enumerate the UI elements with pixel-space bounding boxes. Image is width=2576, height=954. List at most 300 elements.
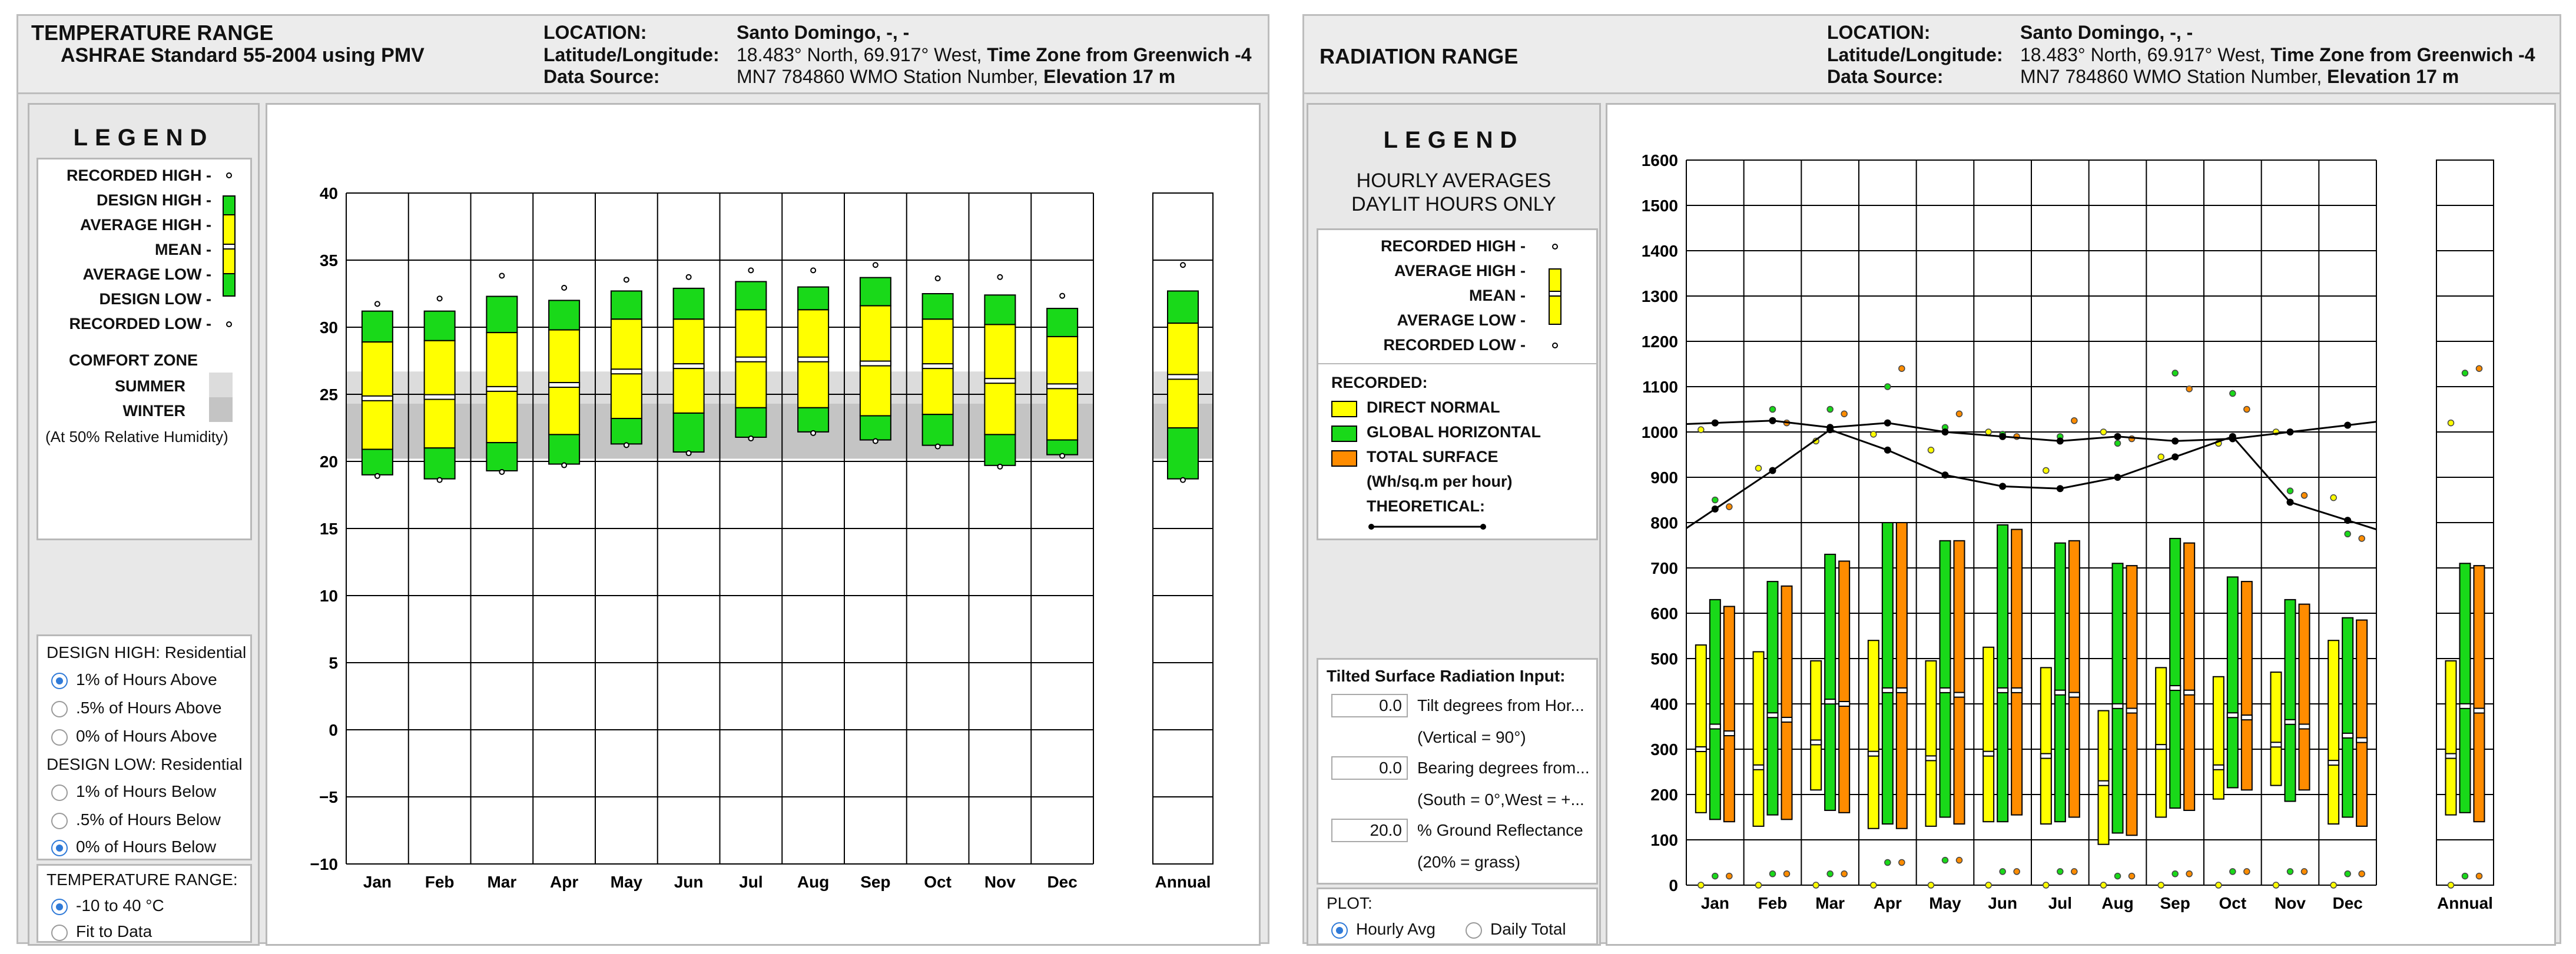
rad-annual-total-surface-recorded-low	[2476, 873, 2482, 879]
theoretical-global-horizontal-point	[1942, 471, 1949, 478]
rad-mar-direct-normal-recorded-low	[1813, 882, 1819, 888]
radio-icon[interactable]	[1331, 922, 1348, 939]
rad-jun-global-horizontal-bar	[1997, 525, 2008, 822]
source-label: Data Source:	[543, 66, 660, 87]
rad-aug-total-surface-bar	[2127, 566, 2137, 835]
x-tick-label: Feb	[1758, 894, 1788, 912]
location-label: LOCATION:	[1827, 22, 1931, 43]
temp-bar-nov-recorded-high	[997, 275, 1002, 280]
rad-nov-direct-normal-bar	[2271, 672, 2282, 786]
rad-dec-global-horizontal-recorded-low	[2345, 871, 2350, 877]
rad-sep-direct-normal-bar	[2156, 667, 2166, 817]
rad-feb-total-surface-mean	[1782, 717, 1792, 722]
legend-comfort-zone: COMFORT ZONE	[69, 351, 198, 369]
rad-apr-direct-normal-mean	[1868, 752, 1879, 756]
rad-may-total-surface-mean	[1954, 693, 1965, 697]
rad-feb-global-horizontal-recorded-low	[1770, 871, 1776, 877]
rad-annual-total-surface-recorded-high	[2476, 365, 2482, 371]
x-tick-label: Feb	[425, 873, 455, 891]
temp-range-title: TEMPERATURE RANGE:	[47, 870, 238, 889]
legend-average-high: AVERAGE HIGH -	[1394, 262, 1526, 280]
legend-average-low: AVERAGE LOW -	[1397, 311, 1526, 329]
temp-bar-apr-recorded-high	[562, 285, 566, 290]
radio-icon[interactable]	[51, 899, 68, 915]
theoretical-global-horizontal-point	[2057, 485, 2064, 492]
temperature-title: TEMPERATURE RANGE	[31, 21, 274, 45]
x-tick-label: Apr	[1873, 894, 1902, 912]
x-tick-label: Sep	[860, 873, 891, 891]
x-tick-label: Jan	[1700, 894, 1729, 912]
y-tick-label: 0	[1669, 876, 1678, 895]
temp-bar-mar-recorded-high	[499, 273, 504, 278]
legend-average-low: AVERAGE LOW -	[82, 265, 211, 283]
theoretical-global-horizontal-point	[1769, 467, 1776, 474]
x-tick-label: Dec	[1047, 873, 1078, 891]
temp-bar-sep-mean-marker	[860, 361, 891, 366]
legend-box	[37, 158, 252, 540]
rad-may-global-horizontal-mean	[1940, 688, 1951, 693]
x-tick-label: Jul	[2048, 894, 2073, 912]
rad-annual-direct-normal-recorded-low	[2448, 882, 2454, 888]
temp-bar-annual-recorded-low	[1181, 478, 1185, 483]
rad-sep-global-horizontal-recorded-low	[2172, 871, 2178, 877]
tilt-note: (Vertical = 90°)	[1417, 728, 1526, 746]
design-low-option-2[interactable]: .5% of Hours Below	[51, 810, 221, 829]
design-options-box	[37, 634, 252, 860]
y-tick-label: 15	[319, 520, 338, 538]
y-tick-label: 10	[319, 587, 338, 605]
rad-nov-total-surface-mean	[2299, 724, 2310, 729]
legend-total-surface: TOTAL SURFACE	[1367, 448, 1498, 466]
legend-units: (Wh/sq.m per hour)	[1367, 473, 1513, 490]
y-tick-label: 30	[319, 318, 338, 337]
theoretical-global-horizontal-point	[1999, 483, 2006, 490]
rad-feb-global-horizontal-recorded-high	[1770, 407, 1776, 413]
radio-icon[interactable]	[1466, 922, 1482, 939]
x-tick-label: Mar	[1815, 894, 1845, 912]
legend-title: LEGEND	[1383, 127, 1524, 153]
y-tick-label: 1500	[1641, 197, 1678, 215]
temp-bar-jun-design-low-segment	[674, 413, 704, 452]
ground-reflectance-input[interactable]: 20.0	[1331, 819, 1408, 842]
rad-jun-direct-normal-bar	[1983, 647, 1994, 822]
global-horizontal-swatch	[1331, 426, 1357, 442]
rad-oct-direct-normal-bar	[2213, 677, 2224, 799]
rad-aug-global-horizontal-bar	[2113, 563, 2123, 833]
rad-oct-total-surface-bar	[2242, 581, 2252, 790]
temp-bar-aug-recorded-high	[811, 268, 815, 272]
rad-annual-global-horizontal-bar	[2460, 563, 2471, 813]
rad-dec-global-horizontal-recorded-high	[2345, 531, 2350, 537]
rad-nov-global-horizontal-recorded-high	[2287, 488, 2293, 494]
rad-jul-total-surface-recorded-high	[2071, 418, 2077, 424]
y-tick-label: 1000	[1641, 423, 1678, 441]
temp-bar-jul-design-low-segment	[735, 408, 766, 437]
temp-bar-mar-recorded-low	[499, 470, 504, 474]
radio-icon[interactable]	[51, 785, 68, 801]
theoretical-direct-normal-point	[1884, 420, 1891, 427]
rad-sep-direct-normal-recorded-high	[2158, 454, 2164, 460]
rad-mar-total-surface-recorded-low	[1841, 871, 1847, 877]
x-tick-label: Nov	[984, 873, 1016, 891]
temp-bar-sep-design-high-segment	[860, 278, 891, 306]
rad-aug-direct-normal-recorded-low	[2101, 882, 2107, 888]
rad-jul-total-surface-bar	[2069, 541, 2080, 817]
design-high-option-2[interactable]: .5% of Hours Above	[51, 699, 221, 717]
theoretical-direct-normal-point	[1769, 417, 1776, 424]
x-tick-label: Jan	[363, 873, 392, 891]
rad-oct-total-surface-recorded-high	[2244, 407, 2250, 413]
theoretical-direct-normal-point	[1999, 433, 2006, 440]
rad-jul-global-horizontal-recorded-low	[2057, 869, 2063, 875]
rad-sep-direct-normal-recorded-low	[2158, 882, 2164, 888]
temp-bar-may-design-high-segment	[611, 291, 642, 319]
temperature-plot-area	[266, 103, 1261, 946]
legend-recorded-high: RECORDED HIGH -	[1380, 237, 1526, 255]
radiation-title: RADIATION RANGE	[1320, 44, 1519, 68]
rad-nov-global-horizontal-bar	[2285, 600, 2296, 802]
temp-bar-jul-design-high-segment	[735, 281, 766, 310]
temp-bar-oct-recorded-high	[936, 276, 940, 281]
radiation-range-panel	[1302, 14, 2561, 944]
latlon-label: Latitude/Longitude:	[543, 44, 720, 65]
rad-aug-total-surface-mean	[2127, 709, 2137, 713]
legend-subtitle-2: DAYLIT HOURS ONLY	[1351, 193, 1556, 215]
tilted-surface-box	[1317, 658, 1598, 885]
legend-mean: MEAN -	[1469, 287, 1526, 304]
summer-swatch	[209, 373, 233, 397]
temp-bar-dec-design-high-segment	[1047, 308, 1078, 337]
temp-bar-jan-mean-marker	[362, 396, 393, 401]
rad-jan-total-surface-mean	[1724, 731, 1735, 736]
rad-dec-direct-normal-mean	[2328, 760, 2339, 765]
rad-mar-direct-normal-mean	[1811, 740, 1821, 744]
rad-nov-global-horizontal-recorded-low	[2287, 869, 2293, 875]
rad-dec-direct-normal-recorded-low	[2330, 882, 2336, 888]
legend-recorded: RECORDED:	[1331, 374, 1428, 391]
y-tick-label: 600	[1650, 604, 1678, 623]
annual-tick-label: Annual	[2437, 894, 2493, 912]
rad-sep-global-horizontal-bar	[2170, 539, 2180, 808]
winter-swatch	[209, 397, 233, 422]
rad-jul-global-horizontal-bar	[2055, 543, 2066, 822]
rad-aug-direct-normal-mean	[2098, 781, 2109, 786]
temp-bar-apr-design-low-segment	[549, 434, 579, 464]
x-tick-label: Aug	[797, 873, 830, 891]
rad-mar-global-horizontal-mean	[1825, 699, 1835, 704]
design-high-title: DESIGN HIGH: Residential	[47, 643, 247, 662]
radio-icon[interactable]	[51, 813, 68, 829]
legend-bar-symbol	[1526, 230, 1584, 360]
temp-bar-sep-design-low-segment	[860, 415, 891, 440]
rad-annual-direct-normal-mean	[2446, 754, 2456, 759]
rad-jun-total-surface-mean	[2011, 688, 2022, 693]
plot-option-hourly[interactable]: Hourly Avg	[1331, 920, 1435, 939]
rad-mar-global-horizontal-recorded-high	[1827, 407, 1833, 413]
rad-sep-total-surface-bar	[2184, 543, 2194, 810]
x-tick-label: Mar	[487, 873, 517, 891]
temp-bar-jun-recorded-high	[687, 275, 691, 280]
rad-aug-total-surface-recorded-low	[2129, 873, 2135, 879]
rad-may-total-surface-recorded-high	[1957, 411, 1962, 417]
rad-jun-global-horizontal-mean	[1997, 688, 2008, 693]
y-tick-label: 1300	[1641, 287, 1678, 305]
rad-apr-direct-normal-bar	[1868, 640, 1879, 829]
radiation-legend-column	[1307, 103, 1601, 946]
rad-sep-global-horizontal-mean	[2170, 686, 2180, 690]
rad-mar-total-surface-bar	[1839, 561, 1849, 812]
x-tick-label: Oct	[924, 873, 952, 891]
rad-sep-global-horizontal-recorded-high	[2172, 370, 2178, 376]
rad-annual-total-surface-mean	[2474, 709, 2485, 713]
temp-range-option-1[interactable]: -10 to 40 °C	[51, 896, 164, 915]
radiation-header	[1304, 16, 2560, 94]
rad-may-direct-normal-recorded-high	[1928, 447, 1934, 453]
rad-dec-global-horizontal-bar	[2342, 618, 2353, 817]
bearing-note: (South = 0°,West = +...	[1417, 790, 1584, 809]
temp-bar-jul-recorded-low	[748, 436, 753, 441]
temp-bar-oct-recorded-low	[936, 444, 940, 449]
rad-aug-direct-normal-bar	[2098, 711, 2109, 845]
theoretical-direct-normal-point	[2057, 437, 2064, 444]
rad-sep-total-surface-recorded-high	[2186, 386, 2192, 392]
temp-bar-may-recorded-low	[624, 443, 629, 447]
radio-icon[interactable]	[51, 673, 68, 689]
rad-feb-total-surface-bar	[1782, 586, 1792, 820]
theoretical-global-horizontal-point	[1826, 426, 1834, 433]
rad-mar-direct-normal-bar	[1811, 661, 1821, 790]
rad-jan-total-surface-recorded-low	[1726, 873, 1732, 879]
radio-icon[interactable]	[51, 701, 68, 717]
x-tick-label: Apr	[550, 873, 579, 891]
rad-jul-total-surface-recorded-low	[2071, 869, 2077, 875]
theoretical-global-horizontal-point	[1884, 447, 1891, 454]
y-tick-label: 400	[1650, 695, 1678, 713]
y-tick-label: 700	[1650, 559, 1678, 577]
rad-nov-direct-normal-mean	[2271, 742, 2282, 747]
rad-may-direct-normal-bar	[1926, 661, 1937, 826]
rad-annual-direct-normal-recorded-high	[2448, 420, 2454, 426]
legend-summer: SUMMER	[115, 377, 185, 395]
y-tick-label: 35	[319, 251, 338, 270]
plot-option-daily[interactable]: Daily Total	[1466, 920, 1566, 939]
radiation-legend-box	[1317, 228, 1598, 540]
temp-bar-jan-design-low-segment	[362, 449, 393, 474]
temp-bar-may-recorded-high	[624, 277, 629, 282]
design-low-option-3[interactable]: 0% of Hours Below	[51, 837, 216, 856]
rad-jan-global-horizontal-recorded-low	[1712, 873, 1718, 879]
radiation-plot-area	[1606, 103, 2556, 946]
design-low-title: DESIGN LOW: Residential	[47, 755, 243, 773]
ground-label: % Ground Reflectance	[1417, 821, 1583, 839]
rad-oct-global-horizontal-recorded-high	[2230, 391, 2236, 397]
rad-jun-total-surface-recorded-low	[2014, 869, 2020, 875]
temp-bar-jul-recorded-high	[748, 268, 753, 272]
legend-recorded-low: RECORDED LOW -	[1383, 336, 1526, 354]
rad-may-global-horizontal-recorded-low	[1942, 857, 1948, 863]
rad-apr-total-surface-bar	[1897, 523, 1907, 829]
rad-jul-direct-normal-bar	[2041, 667, 2051, 824]
legend-theoretical: THEORETICAL:	[1367, 497, 1485, 515]
bearing-input[interactable]: 0.0	[1331, 756, 1408, 780]
source-value: MN7 784860 WMO Station Number, Elevation 17 m	[737, 66, 1176, 87]
x-tick-label: Nov	[2275, 894, 2306, 912]
temp-bar-oct-design-high-segment	[923, 294, 953, 319]
rad-jun-direct-normal-recorded-high	[1985, 429, 1991, 435]
y-tick-label: −5	[319, 788, 338, 806]
latlon-value: 18.483° North, 69.917° West, Time Zone from Greenwich -4	[2020, 44, 2535, 65]
temp-bar-dec-design-low-segment	[1047, 440, 1078, 455]
rad-feb-total-surface-recorded-low	[1784, 871, 1790, 877]
rad-may-direct-normal-recorded-low	[1928, 882, 1934, 888]
source-value: MN7 784860 WMO Station Number, Elevation 17 m	[2020, 66, 2459, 87]
x-tick-label: Jul	[739, 873, 763, 891]
rad-jun-direct-normal-recorded-low	[1985, 882, 1991, 888]
ground-note: (20% = grass)	[1417, 853, 1521, 871]
rad-sep-direct-normal-mean	[2156, 744, 2166, 749]
y-tick-label: 800	[1650, 514, 1678, 532]
temperature-range-panel	[16, 14, 1269, 944]
rad-dec-global-horizontal-mean	[2342, 733, 2353, 738]
rad-jan-global-horizontal-recorded-high	[1712, 497, 1718, 503]
temp-bar-mar-design-low-segment	[486, 443, 517, 471]
theoretical-line-symbol	[1365, 521, 1495, 533]
y-tick-label: 200	[1650, 786, 1678, 804]
rad-mar-total-surface-recorded-high	[1841, 411, 1847, 417]
y-tick-label: 40	[319, 184, 338, 202]
design-high-option-1[interactable]: 1% of Hours Above	[51, 670, 217, 689]
x-tick-label: Sep	[2160, 894, 2190, 912]
location-label: LOCATION:	[543, 22, 647, 43]
rad-may-total-surface-bar	[1954, 541, 1965, 824]
temp-bar-may-mean-marker	[611, 369, 642, 374]
rad-apr-global-horizontal-mean	[1882, 688, 1893, 693]
x-tick-label: Oct	[2219, 894, 2247, 912]
rad-jan-total-surface-recorded-high	[1726, 504, 1732, 510]
rad-apr-direct-normal-recorded-high	[1871, 431, 1877, 437]
rad-jan-direct-normal-recorded-high	[1698, 427, 1704, 433]
rad-oct-global-horizontal-mean	[2227, 713, 2238, 717]
temp-bar-feb-recorded-low	[437, 478, 442, 483]
temp-bar-sep-recorded-low	[873, 439, 878, 444]
rad-may-global-horizontal-bar	[1940, 541, 1951, 817]
legend-title: LEGEND	[73, 125, 214, 151]
temp-bar-sep-recorded-high	[873, 262, 878, 267]
x-tick-label: Dec	[2332, 894, 2363, 912]
temp-bar-annual-design-high-segment	[1168, 291, 1198, 323]
rad-aug-global-horizontal-recorded-high	[2115, 440, 2121, 446]
y-tick-label: 900	[1650, 468, 1678, 487]
temp-bar-jan-recorded-low	[375, 474, 380, 478]
rad-jan-direct-normal-recorded-low	[1698, 882, 1704, 888]
temp-bar-mar-mean-marker	[486, 387, 517, 391]
y-tick-label: 500	[1650, 650, 1678, 668]
rad-dec-total-surface-recorded-high	[2359, 536, 2365, 541]
design-low-option-1[interactable]: 1% of Hours Below	[51, 782, 216, 801]
temp-bar-annual-mean-marker	[1168, 374, 1198, 379]
rad-apr-total-surface-recorded-low	[1899, 860, 1905, 866]
temperature-legend-column	[28, 103, 260, 946]
rad-jan-total-surface-bar	[1724, 606, 1735, 822]
plot-title: PLOT:	[1327, 894, 1372, 912]
temp-bar-feb-recorded-high	[437, 296, 442, 301]
tilt-label: Tilt degrees from Hor...	[1417, 696, 1584, 714]
rad-nov-direct-normal-recorded-low	[2273, 882, 2279, 888]
y-tick-label: 300	[1650, 740, 1678, 759]
temp-bar-aug-mean-marker	[798, 357, 828, 362]
radio-icon[interactable]	[51, 840, 68, 856]
direct-normal-swatch	[1331, 401, 1357, 417]
rad-jul-total-surface-mean	[2069, 693, 2080, 697]
y-tick-label: 1400	[1641, 242, 1678, 260]
rad-jun-global-horizontal-recorded-low	[2000, 869, 2005, 875]
rad-oct-total-surface-recorded-low	[2244, 869, 2250, 875]
temp-bar-feb-mean-marker	[425, 395, 455, 400]
temp-bar-apr-mean-marker	[549, 383, 579, 387]
rad-sep-total-surface-recorded-low	[2186, 871, 2192, 877]
rad-annual-global-horizontal-recorded-low	[2462, 873, 2468, 879]
rad-nov-global-horizontal-mean	[2285, 720, 2296, 724]
latlon-label: Latitude/Longitude:	[1827, 44, 2003, 65]
x-tick-label: May	[1929, 894, 1961, 912]
radio-icon[interactable]	[51, 925, 68, 941]
rad-annual-global-horizontal-recorded-high	[2462, 370, 2468, 376]
rad-mar-global-horizontal-recorded-low	[1827, 871, 1833, 877]
theoretical-global-horizontal-point	[2114, 474, 2121, 481]
plot-options-box	[1317, 887, 1598, 945]
legend-global-horizontal: GLOBAL HORIZONTAL	[1367, 423, 1541, 441]
rad-feb-direct-normal-recorded-high	[1756, 466, 1762, 471]
rad-oct-direct-normal-recorded-low	[2216, 882, 2222, 888]
temp-range-option-2[interactable]: Fit to Data	[51, 922, 152, 941]
temp-bar-dec-recorded-low	[1060, 454, 1065, 458]
rad-mar-total-surface-mean	[1839, 702, 1849, 706]
x-tick-label: May	[610, 873, 643, 891]
temp-bar-oct-mean-marker	[923, 364, 953, 368]
temperature-range-options-box	[37, 864, 252, 943]
rad-feb-global-horizontal-mean	[1768, 713, 1778, 717]
temperature-header	[18, 16, 1268, 94]
y-tick-label: 5	[329, 654, 338, 672]
legend-design-low: DESIGN LOW -	[99, 290, 211, 308]
x-tick-label: Aug	[2101, 894, 2134, 912]
rad-annual-total-surface-bar	[2474, 566, 2485, 822]
rad-nov-total-surface-recorded-low	[2302, 869, 2308, 875]
design-high-option-3[interactable]: 0% of Hours Above	[51, 727, 217, 746]
latlon-value: 18.483° North, 69.917° West, Time Zone from Greenwich -4	[737, 44, 1252, 65]
legend-winter: WINTER	[122, 402, 185, 420]
theoretical-direct-normal-point	[1712, 420, 1719, 427]
tilt-input[interactable]: 0.0	[1331, 694, 1408, 717]
temp-bar-apr-recorded-low	[562, 463, 566, 468]
temp-bar-nov-recorded-low	[997, 464, 1002, 469]
rad-oct-global-horizontal-bar	[2227, 577, 2238, 787]
rad-dec-direct-normal-bar	[2328, 640, 2339, 824]
rad-apr-global-horizontal-recorded-low	[1885, 860, 1891, 866]
temp-bar-aug-design-low-segment	[798, 408, 828, 432]
rad-may-direct-normal-mean	[1926, 756, 1937, 760]
rad-apr-total-surface-mean	[1897, 688, 1907, 693]
radio-icon[interactable]	[51, 729, 68, 746]
rad-aug-global-horizontal-mean	[2113, 704, 2123, 709]
rad-feb-direct-normal-bar	[1753, 651, 1764, 826]
temp-bar-annual-design-low-segment	[1168, 428, 1198, 479]
theoretical-direct-normal-point	[1942, 428, 1949, 436]
temp-bar-aug-design-high-segment	[798, 287, 828, 310]
temp-bar-jun-design-high-segment	[674, 288, 704, 319]
y-tick-label: 1100	[1642, 378, 1678, 396]
temp-bar-dec-recorded-high	[1060, 294, 1065, 298]
